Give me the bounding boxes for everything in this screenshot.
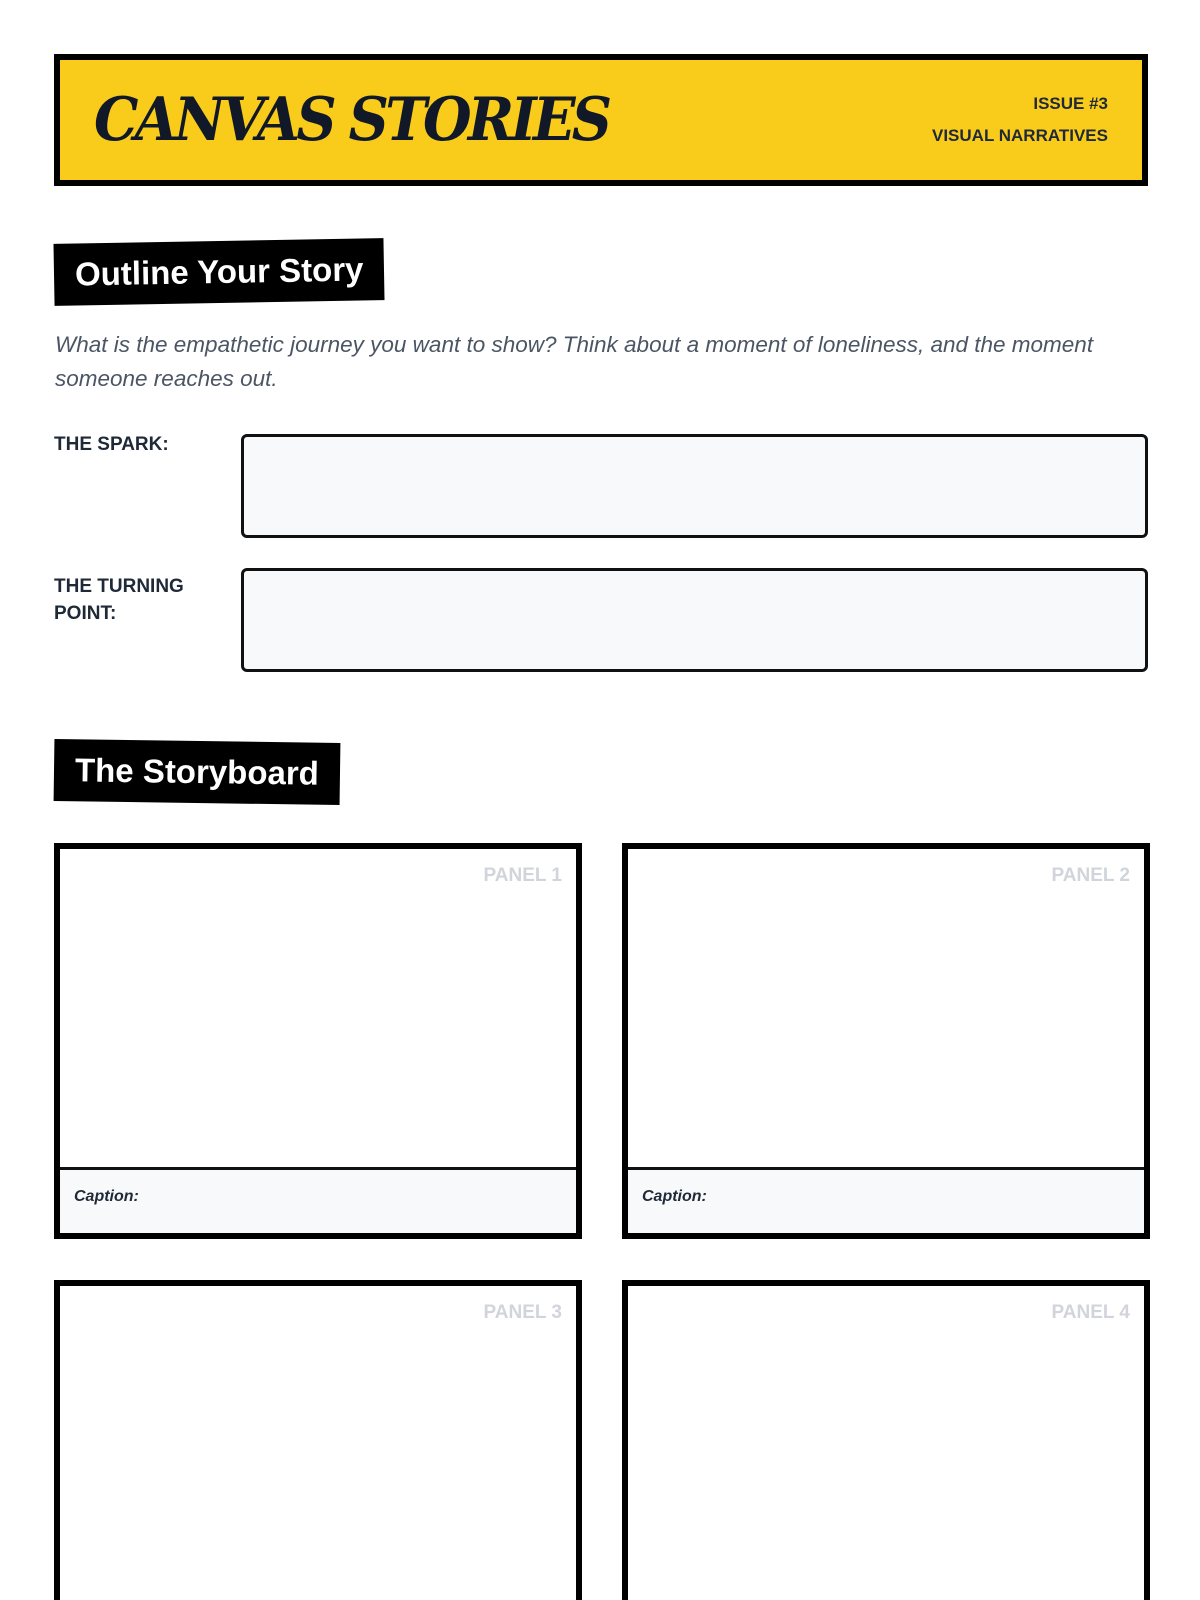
storyboard-panel-1[interactable] [54,843,582,1239]
panel-caption[interactable] [628,1167,1144,1233]
masthead-meta [932,88,1108,152]
panel-label: PANEL 4 [1051,1302,1130,1323]
storyboard-heading: The Storyboard [54,739,341,805]
issue-number: ISSUE #3 [1033,94,1108,113]
caption-label: Caption: [74,1188,139,1205]
storyboard-panel-2[interactable] [622,843,1150,1239]
outline-prompt: What is the empathetic journey you want to show? Think about a moment of loneliness, and the moment someone reaches out. [55,332,1094,391]
panel-caption[interactable] [60,1167,576,1233]
storyboard-panel-3[interactable] [54,1280,582,1600]
panel-label: PANEL 2 [1051,865,1130,886]
spark-label: THE SPARK: [54,434,169,455]
spark-input[interactable] [241,434,1148,538]
panel-label: PANEL 3 [483,1302,562,1323]
caption-label: Caption: [642,1188,707,1205]
masthead [54,54,1148,186]
masthead-subtitle: VISUAL NARRATIVES [931,126,1108,145]
turning-point-input[interactable] [241,568,1148,672]
masthead-title: CANVAS STORIES [94,85,609,155]
panel-label: PANEL 1 [483,865,562,886]
outline-heading: Outline Your Story [53,238,385,306]
storyboard-panel-4[interactable] [622,1280,1150,1600]
turning-point-label: THE TURNING POINT: [54,576,184,624]
